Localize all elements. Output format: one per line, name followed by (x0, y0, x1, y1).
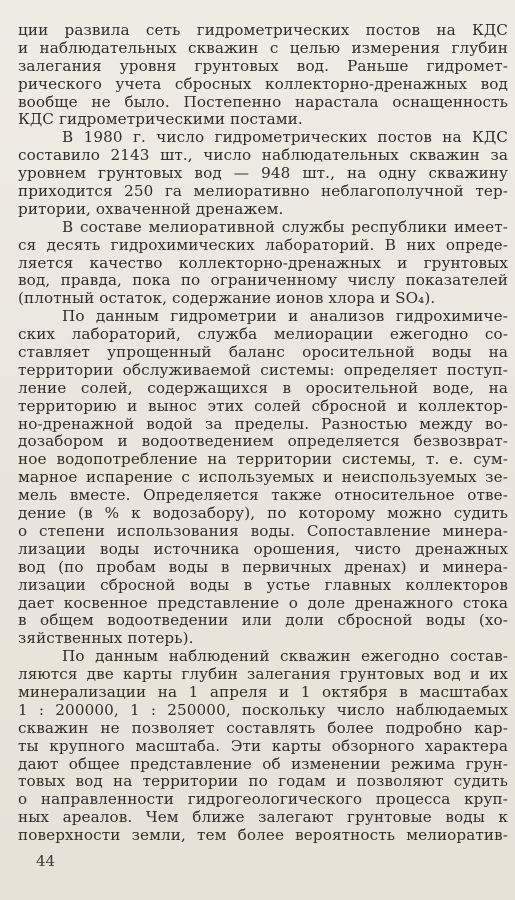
text-line: вод, правда, пока по ограниченному числу показателей (18, 272, 508, 290)
text-line: территорию и вынос этих солей сбросной и коллектор- (18, 397, 508, 415)
text-line: рического учета сбросных коллекторно-дренажных вод (18, 75, 508, 93)
text-line: ных ареалов. Чем ближе залегают грунтовые воды к (18, 809, 508, 827)
text-line: вод (по пробам воды в первичных дренах) и минера- (18, 558, 508, 576)
text-line: (плотный остаток, содержание ионов хлора и SO₄). (18, 290, 436, 308)
text-line: товых вод на территории по годам и позволяют судить (18, 773, 508, 791)
text-line: В составе мелиоративной службы республики имеет- (62, 218, 508, 236)
text-line: дают общее представление об изменении режима грун- (18, 755, 508, 773)
text-line: о степени использования воды. Сопоставление минера- (18, 522, 508, 540)
text-line: в общем водоотведении или доли сбросной воды (хо- (18, 612, 508, 630)
text-line: скважин не позволяет составлять более подробно кар- (18, 719, 508, 737)
text-line: зяйственных потерь). (18, 630, 194, 648)
text-line: залегания уровня грунтовых вод. Раньше гидромет- (18, 57, 508, 75)
text-line: ты крупного масштаба. Эти карты обзорного характера (18, 737, 508, 755)
text-line: и наблюдательных скважин с целью измерения глубин (18, 39, 508, 57)
text-line: лизации сбросной воды в устье главных коллекторов (18, 576, 508, 594)
text-line: дозабором и водоотведением определяется безвозврат- (18, 433, 508, 451)
text-line: составило 2143 шт., число наблюдательных скважин за (18, 147, 508, 165)
text-line: КДС гидрометрическими постами. (18, 111, 303, 129)
text-line: ное водопотребление на территории системы, т. е. сум- (18, 451, 508, 469)
text-line: По данным гидрометрии и анализов гидрохимиче- (62, 308, 508, 326)
text-line: ся десять гидрохимических лабораторий. В них опреде- (18, 236, 508, 254)
text-line: лизации воды источника орошения, чисто дренажных (18, 540, 508, 558)
text-line: но-дренажной водой за пределы. Разностью между во- (18, 415, 508, 433)
page-number: 44 (36, 852, 56, 870)
text-line: о направленности гидрогеологического процесса круп- (18, 791, 508, 809)
text-line: минерализации на 1 апреля и 1 октября в масштабах (18, 683, 508, 701)
text-line: поверхности земли, тем более вероятность мелиоратив- (18, 827, 508, 845)
text-line: ставляет упрощенный баланс оросительной воды на (18, 344, 508, 362)
text-line: ции развила сеть гидрометрических постов на КДС (18, 22, 508, 39)
text-line: марное испарение с используемых и неиспользуемых зе- (18, 469, 508, 487)
text-line: вообще не было. Постепенно нарастала оснащенность (18, 93, 508, 111)
text-line: ляются две карты глубин залегания грунтовых вод и их (18, 666, 508, 684)
text-line: В 1980 г. число гидрометрических постов на КДС (62, 129, 508, 147)
text-line: ских лабораторий, служба мелиорации ежегодно со- (18, 326, 508, 344)
text-line: территории обслуживаемой системы: определяет поступ- (18, 361, 508, 379)
text-line: ритории, охваченной дренажем. (18, 200, 284, 218)
text-line: По данным наблюдений скважин ежегодно состав- (62, 648, 508, 666)
text-line: уровнем грунтовых вод — 948 шт., на одну скважину (18, 165, 508, 183)
text-line: 1 : 200000, 1 : 250000, поскольку число наблюдаемых (18, 701, 508, 719)
body-text (18, 22, 508, 845)
text-line: дает косвенное представление о доле дренажного стока (18, 594, 508, 612)
text-line: мель вместе. Определяется также относительное отве- (18, 487, 508, 505)
text-line: приходится 250 га мелиоративно неблагополучной тер- (18, 183, 508, 201)
text-line: ление солей, содержащихся в оросительной воде, на (18, 379, 508, 397)
text-line: дение (в % к водозабору), по которому можно судить (18, 505, 508, 523)
text-line: ляется качество коллекторно-дренажных и грунтовых (18, 254, 508, 272)
